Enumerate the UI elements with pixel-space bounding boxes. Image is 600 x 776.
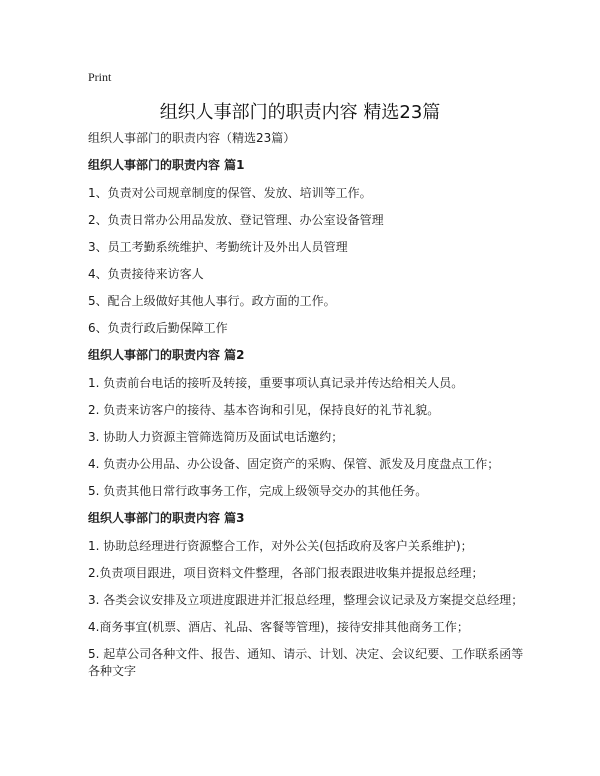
- list-item: 2、负责日常办公用品发放、登记管理、办公室设备管理: [88, 213, 384, 227]
- list-item: 1. 负责前台电话的接听及转接，重要事项认真记录并传达给相关人员。: [88, 376, 464, 390]
- list-item: 1、负责对公司规章制度的保管、发放、培训等工作。: [88, 186, 372, 200]
- print-label: Print: [88, 70, 112, 84]
- list-item: 5. 负责其他日常行政事务工作，完成上级领导交办的其他任务。: [88, 484, 428, 498]
- section-heading-1: 组织人事部门的职责内容 篇1: [88, 158, 245, 172]
- list-item: 3、员工考勤系统维护、考勤统计及外出人员管理: [88, 240, 348, 254]
- list-item: 4、负责接待来访客人: [88, 267, 204, 281]
- list-item: 2.负责项目跟进，项目资料文件整理，各部门报表跟进收集并提报总经理；: [88, 566, 484, 580]
- list-item: 3. 协助人力资源主管筛选简历及面试电话邀约；: [88, 430, 344, 444]
- list-item: 1. 协助总经理进行资源整合工作，对外公关(包括政府及客户关系维护)；: [88, 539, 473, 553]
- document-title: 组织人事部门的职责内容 精选23篇: [159, 102, 441, 123]
- list-item: 3. 各类会议安排及立项进度跟进并汇报总经理，整理会议记录及方案提交总经理；: [88, 593, 524, 607]
- list-item: 4.商务事宜(机票、酒店、礼品、客餐等管理)，接待安排其他商务工作；: [88, 620, 469, 634]
- list-item: 5、配合上级做好其他人事行。政方面的工作。: [88, 294, 336, 308]
- list-item: 2. 负责来访客户的接待、基本咨询和引见，保持良好的礼节礼貌。: [88, 403, 440, 417]
- document-body: [88, 130, 528, 691]
- list-item: 5. 起草公司各种文件、报告、通知、请示、计划、决定、会议纪要、工作联系函等各种文字: [88, 647, 524, 678]
- list-item: 6、负责行政后勤保障工作: [88, 321, 228, 335]
- section-heading-3: 组织人事部门的职责内容 篇3: [88, 511, 245, 525]
- document-subtitle: 组织人事部门的职责内容（精选23篇）: [88, 131, 296, 145]
- list-item: 4. 负责办公用品、办公设备、固定资产的采购、保管、派发及月度盘点工作；: [88, 457, 500, 471]
- section-heading-2: 组织人事部门的职责内容 篇2: [88, 348, 245, 362]
